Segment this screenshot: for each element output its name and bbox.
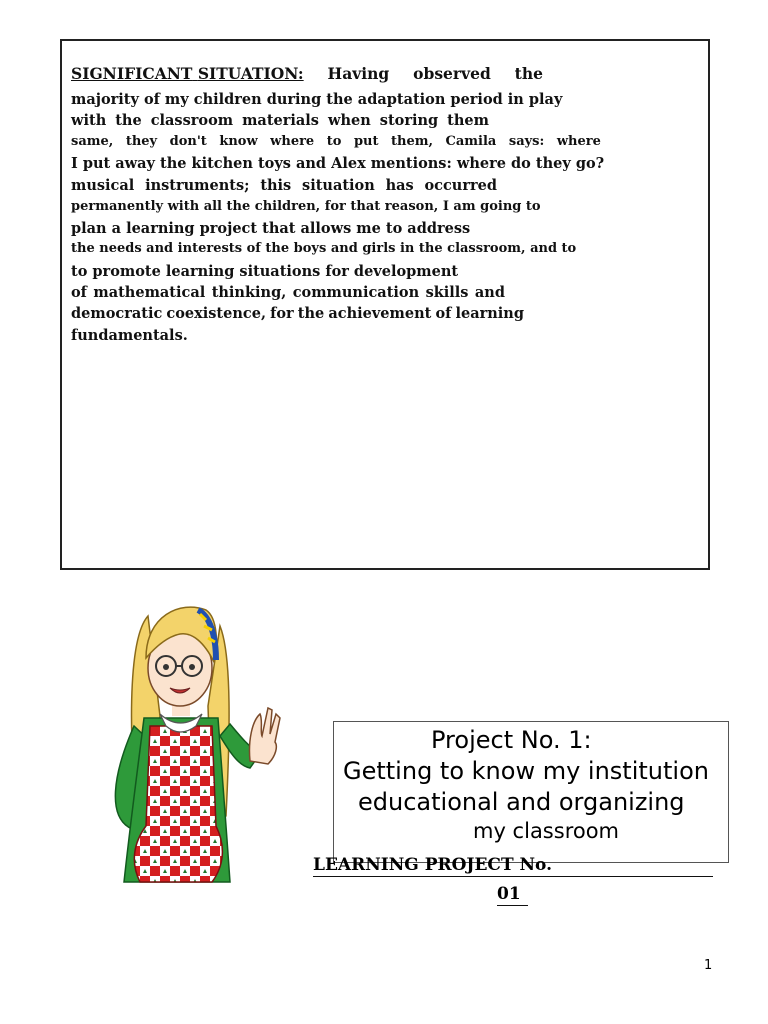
waving-girl-illustration [100,596,285,884]
situation-line-3: with the classroom materials when storing them [71,112,489,129]
learning-project-number: 01 [497,883,528,906]
situation-line-4: same, they don't know where to put them, Camila says: where [71,134,601,149]
project-name-line-2: educational and organizing [358,788,685,816]
project-name-line-3: my classroom [473,819,620,843]
situation-line-5: I put away the kitchen toys and Alex mentions: where do they go? [71,155,605,172]
situation-line-9: the needs and interests of the boys and girls in the classroom, and to [71,241,577,256]
situation-line-6: musical instruments; this situation has occurred [71,177,497,194]
situation-line-8: plan a learning project that allows me to address [71,220,471,237]
situation-line-2: majority of my children during the adaptation period in play [71,91,563,108]
learning-project-label: LEARNING PROJECT No. [313,854,713,877]
situation-line-12: democratic coexistence, for the achievement of learning [71,305,524,322]
situation-line-1: SIGNIFICANT SITUATION: Having observed the [71,64,543,83]
situation-line-13: fundamentals. [71,327,188,344]
situation-line-10: to promote learning situations for development [71,263,459,280]
project-number-title: Project No. 1: [431,726,592,754]
project-name-line-1: Getting to know my institution [343,757,709,785]
situation-heading: SIGNIFICANT SITUATION: [71,64,304,83]
situation-line-11: of mathematical thinking, communication skills and [71,284,505,301]
situation-line-7: permanently with all the children, for that reason, I am going to [71,199,541,214]
page-number: 1 [704,958,713,973]
